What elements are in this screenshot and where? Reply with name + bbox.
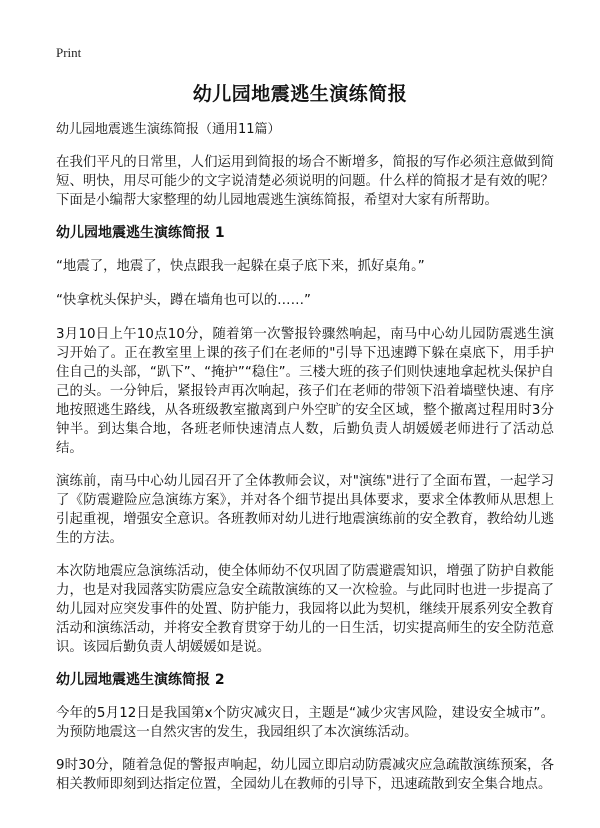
section-1-paragraph-summary: 本次防地震应急演练活动，使全体师幼不仅巩固了防震避震知识，增强了防护自救能力，也是对我园落实防震应急安全疏散演练的又一次检验。与此同时也进一步提高了幼儿园对应突发事件的处置、防护能力，我园将以此为契机，继续开展系列安全教育活动和演练活动，并将安全教育贯穿于幼儿的一日生活，切实提高师生的安全防范意识。该园后勤负责人胡媛媛如是说。 xyxy=(56,564,554,655)
section-1-paragraph-preparation: 演练前，南马中心幼儿园召开了全体教师会议，对"演练"进行了全面布置，一起学习了《防震避险应急演练方案》，并对各个细节提出具体要求，要求全体教师从思想上引起重视，增强安全意识。各班教师对幼儿进行地震演练前的安全教育，教给幼儿逃生的方法。 xyxy=(56,474,554,546)
section-1-heading: 幼儿园地震逃生演练简报 1 xyxy=(56,225,225,241)
print-link[interactable]: Print xyxy=(56,45,82,60)
section-2-paragraph-theme: 今年的5月12日是我国第x个防灾减灾日，主题是“减少灾害风险，建设安全城市”。为预防地震这一自然灾害的发生，我园组织了本次演练活动。 xyxy=(56,706,554,740)
document-subtitle: 幼儿园地震逃生演练简报（通用11篇） xyxy=(56,122,281,137)
section-2-paragraph-drill: 9时30分，随着急促的警报声响起，幼儿园立即启动防震减灾应急疏散演练预案，各相关教师即刻到达指定位置，全园幼儿在教师的引导下，迅速疏散到安全集合地点。 xyxy=(56,758,554,792)
intro-paragraph: 在我们平凡的日常里，人们运用到简报的场合不断增多，简报的写作必须注意做到简短、明快，用尽可能少的文字说清楚必须说明的问题。什么样的简报才是有效的呢？下面是小编帮大家整理的幼儿园地震逃生演练简报，希望对大家有所帮助。 xyxy=(56,155,554,208)
section-1-paragraph-drill: 3月10日上午10点10分，随着第一次警报铃骤然响起，南马中心幼儿园防震逃生演习开始了。正在教室里上课的孩子们在老师的"引导下迅速蹲下躲在桌底下，用手护住自己的头部，“趴下”、“掩护”“稳住”。三楼大班的孩子们则快速地拿起枕头保护自己的头。一分钟后，紧报铃声再次响起，孩子们在老师的带领下沿着墙壁快速、有序地按照逃生路线，从各班级教室撤离到户外空旷的安全区域，整个撤离过程用时3分钟半。到达集合地，各班老师快速清点人数，后勤负责人胡媛媛老师进行了活动总结。 xyxy=(56,327,554,456)
document-body xyxy=(56,121,554,808)
section-1-quote-2: “快拿枕头保护头，蹲在墙角也可以的……” xyxy=(56,293,311,308)
section-2-heading: 幼儿园地震逃生演练简报 2 xyxy=(56,672,225,688)
section-1-quote-1: “地震了，地震了，快点跟我一起躲在桌子底下来，抓好桌角。” xyxy=(56,259,425,274)
page-title: 幼儿园地震逃生演练简报 xyxy=(192,83,408,105)
